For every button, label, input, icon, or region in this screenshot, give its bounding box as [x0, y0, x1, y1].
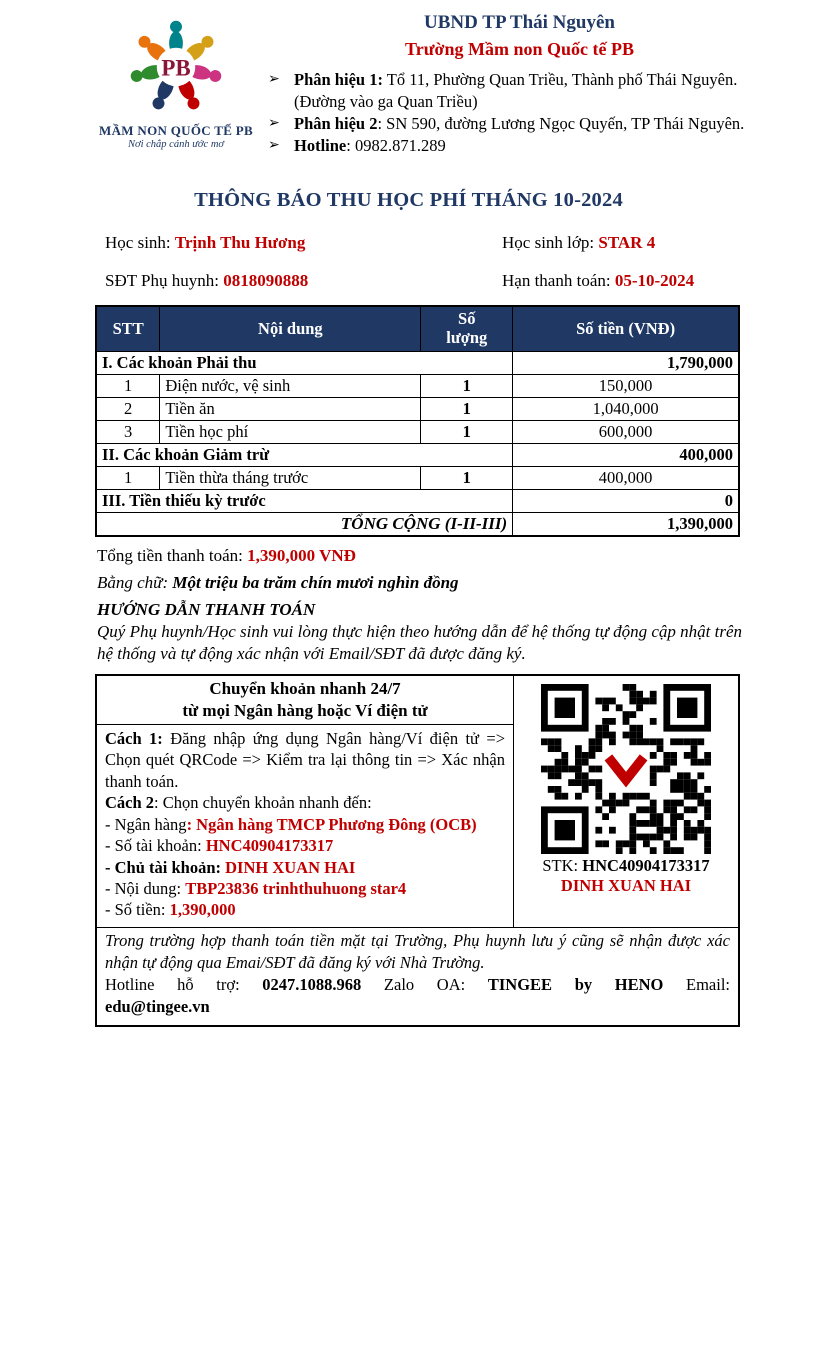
section-label: I. Các khoản Phải thu	[96, 352, 513, 375]
fee-stt: 1	[96, 467, 160, 490]
header-content: Nội dung	[160, 306, 421, 351]
fee-amount: 150,000	[513, 375, 739, 398]
logo-monogram: PB	[161, 55, 191, 81]
payment-box	[95, 674, 740, 1027]
due-date-line	[502, 270, 717, 291]
fee-table	[95, 305, 740, 537]
arrow-bullet-icon: ➢	[268, 137, 280, 153]
fee-table-header-row	[96, 306, 739, 351]
fee-amount: 600,000	[513, 421, 739, 444]
student-name-label: Học sinh:	[105, 232, 175, 252]
fee-qty: 1	[421, 467, 513, 490]
fee-amount: 1,040,000	[513, 398, 739, 421]
fee-row	[96, 398, 739, 421]
section-amount: 1,790,000	[513, 352, 739, 375]
fee-name: Tiền thừa tháng trước	[160, 467, 421, 490]
amount-in-words-line	[97, 573, 742, 593]
fee-row	[96, 375, 739, 398]
student-info	[105, 232, 817, 292]
student-class-value: STAR 4	[598, 232, 656, 252]
amount-in-words-value: Một triệu ba trăm chín mươi nghìn đồng	[172, 573, 459, 593]
parent-phone-value: 0818090888	[223, 271, 309, 290]
fee-name: Tiền học phí	[160, 421, 421, 444]
logo-tagline: Nơi chắp cánh ước mơ	[127, 139, 225, 150]
bank-label: - Ngân hàng	[105, 814, 187, 834]
transfer-title-line1: Chuyển khoản nhanh 24/7	[209, 679, 401, 699]
branch-item-2	[268, 113, 771, 135]
section-label: III. Tiền thiếu kỳ trước	[96, 490, 513, 513]
fee-qty: 1	[421, 375, 513, 398]
section-amount: 400,000	[513, 444, 739, 467]
due-date-label: Hạn thanh toán:	[502, 271, 615, 290]
email-value: edu@tingee.vn	[105, 997, 210, 1017]
payment-guide-heading: HƯỚNG DẪN THANH TOÁN	[97, 600, 316, 620]
account-value: HNC40904173317	[205, 836, 334, 856]
qr-stk-value: HNC40904173317	[582, 856, 710, 876]
header-text-block	[268, 12, 771, 157]
summary-section	[97, 546, 742, 665]
holder-line	[105, 857, 505, 878]
method-1-text: Đăng nhập ứng dụng Ngân hàng/Ví điện tử => Chọn quét QRCode => Kiểm tra lại thông tin => Xác nhận thanh toán.	[105, 728, 505, 791]
zalo-value: TINGEE by HENO	[487, 975, 664, 995]
section-label: II. Các khoản Giảm trừ	[96, 444, 513, 467]
total-payment-label: Tổng tiền thanh toán:	[97, 546, 248, 566]
amount-in-words-label: Bằng chữ:	[97, 573, 173, 593]
amount-value: 1,390,000	[169, 900, 236, 920]
branch-item-1	[268, 69, 771, 113]
method-2-label: Cách 2	[105, 793, 155, 813]
qr-account-line	[518, 856, 734, 876]
memo-label: - Nội dung:	[105, 878, 186, 898]
hotline-item	[268, 135, 771, 157]
transfer-title	[97, 676, 514, 725]
student-class-line	[502, 232, 717, 253]
hotline-text: Hotline: 0982.871.289	[294, 135, 446, 155]
student-class-label: Học sinh lớp:	[502, 232, 599, 252]
holder-value: DINH XUAN HAI	[225, 857, 356, 877]
total-payment-value: 1,390,000 VNĐ	[247, 546, 356, 566]
method-1-label: Cách 1:	[105, 728, 163, 748]
logo-name: MẦM NON QUỐC TẾ PB	[99, 123, 253, 138]
amount-line	[105, 899, 505, 920]
support-phone: 0247.1088.968	[262, 975, 362, 995]
branch-text: Phân hiệu 2: SN 590, đường Lương Ngọc Quyến, TP Thái Nguyên.	[294, 113, 745, 133]
qr-center-icon	[611, 762, 640, 780]
arrow-bullet-icon: ➢	[268, 115, 280, 131]
fee-name: Tiền ăn	[160, 398, 421, 421]
page-title: THÔNG BÁO THU HỌC PHÍ THÁNG 10-2024	[194, 188, 623, 211]
org-name: UBND TP Thái Nguyên	[424, 12, 615, 33]
zalo-label: Zalo OA:	[361, 975, 488, 995]
fee-qty: 1	[421, 398, 513, 421]
header-amount: Số tiền (VNĐ)	[513, 306, 739, 351]
total-payment-line	[97, 546, 742, 566]
parent-phone-label: SĐT Phụ huynh:	[105, 271, 224, 290]
support-hotline-line	[105, 974, 730, 996]
amount-label: - Số tiền:	[105, 900, 170, 920]
method-2-text: : Chọn chuyển khoản nhanh đến:	[154, 793, 372, 813]
qr-code	[541, 684, 711, 854]
memo-line	[105, 878, 505, 899]
support-email-line	[105, 996, 730, 1018]
fee-qty: 1	[421, 421, 513, 444]
total-amount: 1,390,000	[513, 513, 739, 537]
qr-holder-name: DINH XUAN HAI	[560, 876, 692, 896]
total-label: TỔNG CỘNG (I-II-III)	[96, 513, 513, 537]
qr-stk-label: STK:	[542, 856, 583, 876]
account-label: - Số tài khoản:	[105, 836, 206, 856]
logo-block	[90, 12, 262, 157]
student-name-value: Trịnh Thu Hương	[174, 232, 306, 252]
fee-stt: 3	[96, 421, 160, 444]
qr-panel	[514, 676, 738, 926]
support-label: Hotline hỗ trợ:	[105, 975, 263, 995]
branch-list	[268, 69, 771, 157]
document-header	[0, 0, 817, 157]
section-row-previous-balance	[96, 490, 739, 513]
section-row-receivables	[96, 352, 739, 375]
method-1	[105, 728, 505, 792]
fee-row	[96, 467, 739, 490]
holder-label: - Chủ tài khoản:	[105, 857, 226, 877]
method-2	[105, 792, 505, 813]
fee-amount: 400,000	[513, 467, 739, 490]
header-qty: Số lượng	[421, 306, 513, 351]
parent-phone-line	[105, 270, 502, 291]
header-stt: STT	[96, 306, 160, 351]
branch-text: Phân hiệu 1: Tổ 11, Phường Quan Triều, Thành phố Thái Nguyên. (Đường vào ga Quan Triều)	[294, 70, 738, 111]
cash-note: Trong trường hợp thanh toán tiền mặt tại Trường, Phụ huynh lưu ý cũng sẽ nhận được xác nhận tự động qua Emai/SĐT đã đăng ký với Nhà Trường.	[105, 930, 730, 972]
arrow-bullet-icon: ➢	[268, 72, 280, 87]
section-row-deductions	[96, 444, 739, 467]
payment-methods	[97, 725, 514, 927]
payment-guide-text: Quý Phụ huynh/Học sinh vui lòng thực hiện theo hướng dẫn để hệ thống tự động cập nhật trên hệ thống và tự động xác nhận với Email/SĐT đã được đăng ký.	[97, 622, 743, 664]
payment-footer	[97, 927, 738, 1025]
fee-row	[96, 421, 739, 444]
student-name-line	[105, 232, 502, 253]
transfer-title-line2: từ mọi Ngân hàng hoặc Ví điện tử	[182, 701, 428, 721]
fee-stt: 1	[96, 375, 160, 398]
due-date-value: 05-10-2024	[614, 271, 695, 290]
fee-stt: 2	[96, 398, 160, 421]
bank-line	[105, 814, 505, 835]
account-line	[105, 835, 505, 856]
email-label: Email:	[663, 975, 730, 995]
total-row	[96, 513, 739, 537]
memo-value: TBP23836 trinhthuhuong star4	[185, 878, 407, 898]
section-amount: 0	[513, 490, 739, 513]
school-logo-icon	[121, 12, 231, 122]
bank-value: : Ngân hàng TMCP Phương Đông (OCB)	[186, 814, 477, 834]
school-name: Trường Mầm non Quốc tế PB	[405, 39, 634, 59]
fee-name: Điện nước, vệ sinh	[160, 375, 421, 398]
